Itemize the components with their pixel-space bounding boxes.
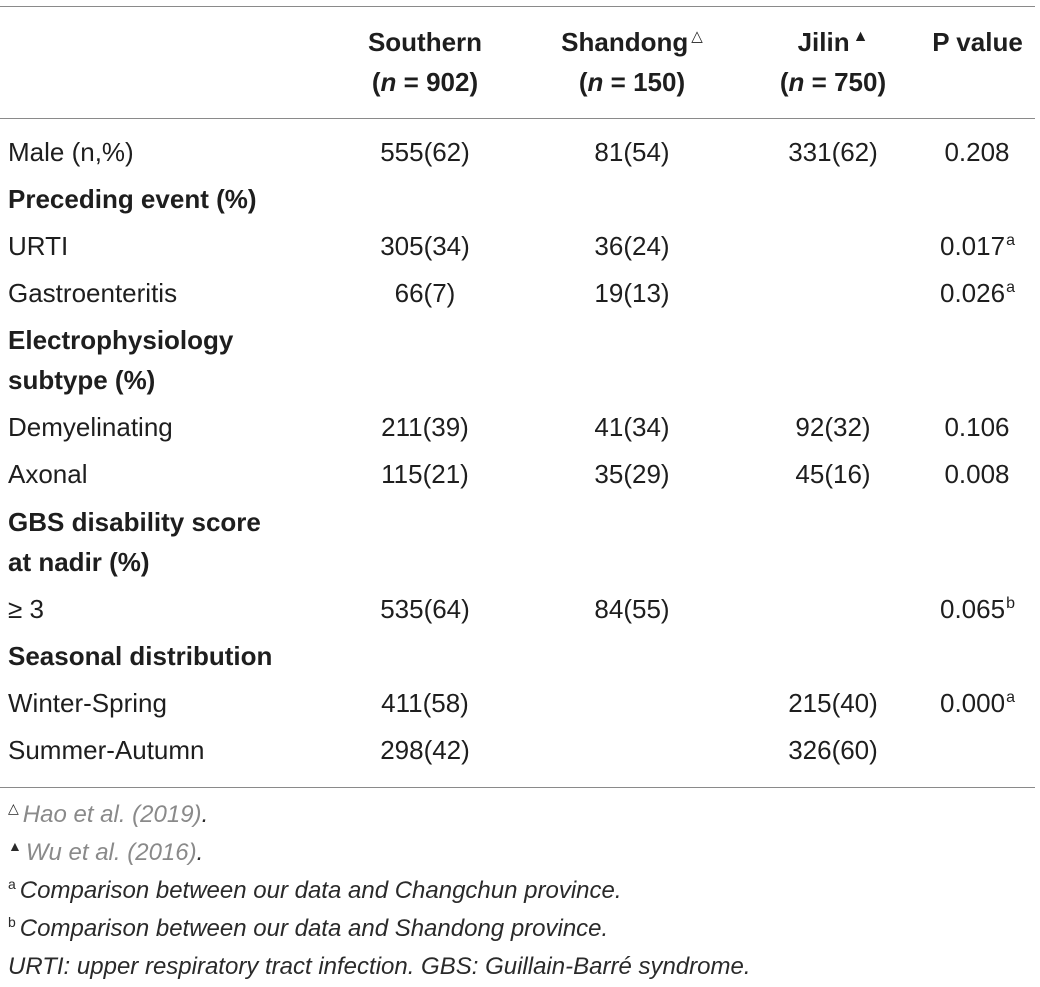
citation-link-hao[interactable]: Hao et al. (2019) [22,801,202,828]
table-row: Demyelinating 211(39) 41(34) 92(32) 0.106 [8,412,1010,442]
section-heading: at nadir (%) [8,547,150,577]
section-heading: GBS disability score [8,507,261,537]
section-heading: Preceding event (%) [8,184,257,214]
footnote-a: $^a$ Comparison between our data and Changchun province. [8,876,622,904]
header-southern: Southern (n = 902) [367,27,483,97]
citation-link-wu[interactable]: Wu et al. (2016) [25,839,197,866]
header-p-value: P value [932,27,1023,57]
table-top-rule [0,6,1035,7]
header-rule [0,118,1035,119]
header-jilin: Jilin ▲ (n = 750) [779,27,887,97]
open-triangle-icon: △ [8,800,19,816]
table-row: Axonal 115(21) 35(29) 45(16) 0.008 [8,459,1010,489]
open-triangle-icon: △ [691,28,703,46]
footnote-b: $^b$ Comparison between our data and Shandong province. [8,914,609,942]
filled-triangle-icon: ▲ [852,28,869,46]
section-heading: Electrophysiology [8,325,234,355]
table-bottom-rule [0,787,1035,788]
filled-triangle-icon: ▲ [8,838,22,854]
footnote-abbreviations: URTI: upper respiratory tract infection. GBS: Guillain-Barré syndrome. [8,953,751,980]
section-heading: subtype (%) [8,365,156,395]
table-row: Winter-Spring 411(58) 215(40) 0.000$^a$ [8,688,1015,718]
table-row: URTI 305(34) 36(24) 0.017$^a$ [8,231,1015,261]
table-row: Gastroenteritis 66(7) 19(13) 0.026$^a$ [8,278,1015,308]
table-row: Male (n,%) 555(62) 81(54) 331(62) 0.208 [8,137,1010,167]
table-row: Summer-Autumn 298(42) 326(60) [8,735,878,765]
section-heading: Seasonal distribution [8,641,273,671]
table-row: ≥ 3 535(64) 84(55) 0.065$^b$ [8,594,1015,624]
header-shandong: Shandong △ (n = 150) [561,27,703,97]
footnote-hao: △ Hao et al. (2019). [8,800,209,828]
footnote-wu: ▲ Wu et al. (2016). [8,838,204,866]
